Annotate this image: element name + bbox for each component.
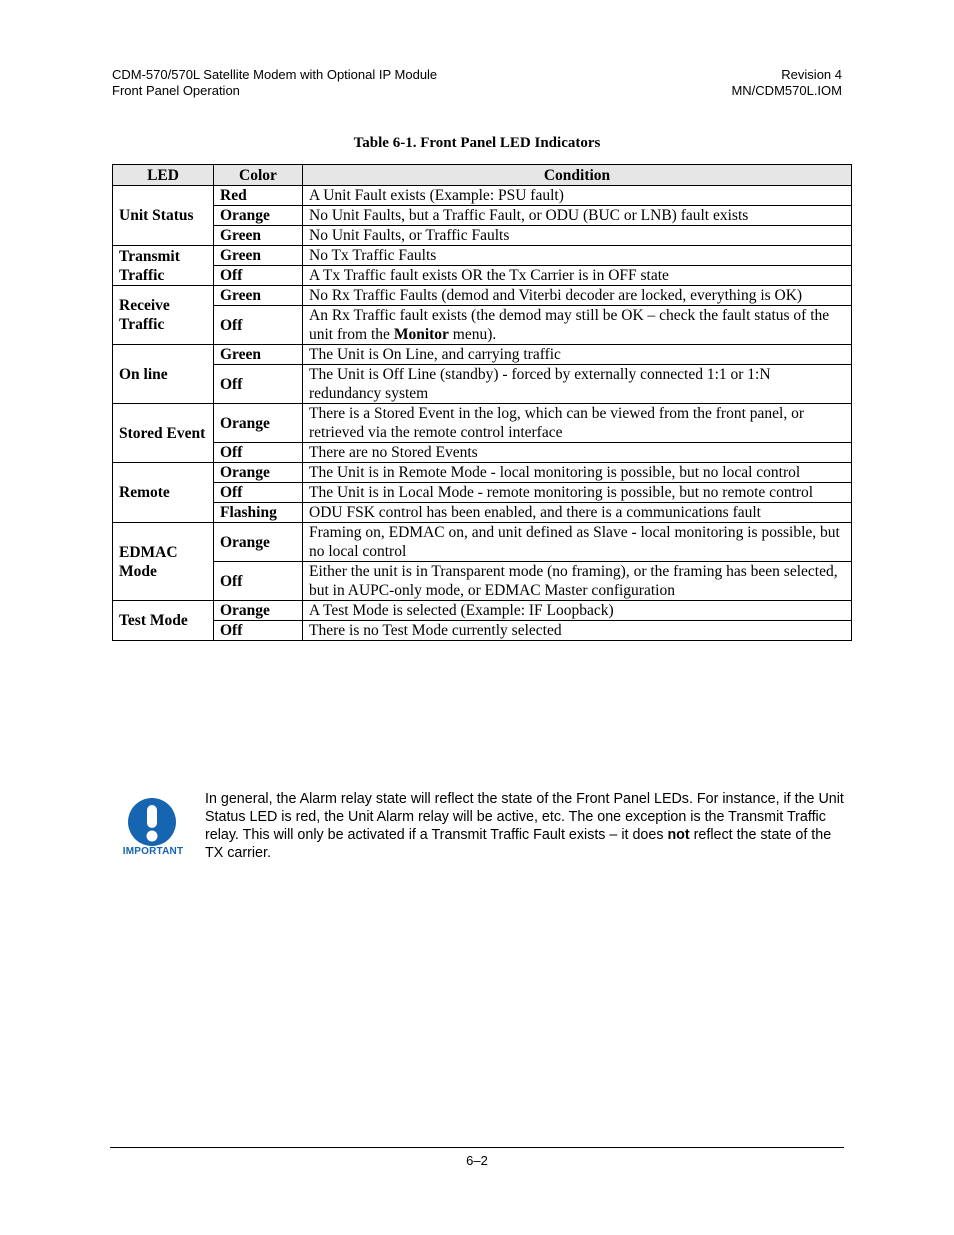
led-condition-cell: There are no Stored Events [303,443,852,463]
header-color: Color [214,165,303,186]
led-color-cell: Orange [214,601,303,621]
page-header-left [112,67,437,99]
led-color-cell: Off [214,266,303,286]
section-title: Front Panel Operation [112,83,240,98]
table-caption: Table 6-1. Front Panel LED Indicators [353,135,601,151]
led-name-cell: Unit Status [113,186,214,246]
note-text-bold: not [667,827,690,843]
led-condition-cell: The Unit is On Line, and carrying traffic [303,345,852,365]
document-title: CDM-570/570L Satellite Modem with Optional IP Module [112,67,438,82]
led-color-cell: Orange [214,523,303,562]
led-condition-cell: A Test Mode is selected (Example: IF Loopback) [303,601,852,621]
table-row [113,404,852,443]
led-name-cell: Transmit Traffic [113,246,214,286]
led-condition-cell: A Unit Fault exists (Example: PSU fault) [303,186,852,206]
table-row [113,443,852,463]
table-row [113,226,852,246]
led-condition-cell: The Unit is Off Line (standby) - forced by externally connected 1:1 or 1:N redundancy system [303,365,852,404]
note-text-post: reflect the state of the TX carrier. [205,827,832,861]
led-color-cell: Green [214,345,303,365]
led-condition-cell: There is a Stored Event in the log, which can be viewed from the front panel, or retrieved via the remote control interface [303,404,852,443]
led-color-cell: Flashing [214,503,303,523]
condition-text: An Rx Traffic fault exists (the demod may still be OK – check the fault status of the unit from the [309,307,830,343]
led-condition-cell: No Rx Traffic Faults (demod and Viterbi decoder are locked, everything is OK) [303,286,852,306]
condition-text: menu). [448,326,497,343]
table-row [113,345,852,365]
led-name-cell: Remote [113,463,214,523]
table-row [113,621,852,641]
document-number: MN/CDM570L.IOM [731,83,842,98]
table-body [113,186,852,641]
led-color-cell: Orange [214,404,303,443]
led-color-cell: Orange [214,206,303,226]
led-condition-cell: There is no Test Mode currently selected [303,621,852,641]
table-row [113,523,852,562]
page-number: 6–2 [466,1153,488,1168]
led-color-cell: Green [214,226,303,246]
important-note-text [205,790,845,862]
table-row [113,483,852,503]
table-row [113,463,852,483]
led-color-cell: Off [214,306,303,345]
condition-bold-text: Monitor [393,326,449,343]
table-row [113,503,852,523]
led-color-cell: Green [214,246,303,266]
table-row [113,286,852,306]
led-condition-cell: ODU FSK control has been enabled, and there is a communications fault [303,503,852,523]
table-row [113,601,852,621]
table-row [113,206,852,226]
led-color-cell: Off [214,365,303,404]
led-name-cell: Test Mode [113,601,214,641]
table-row [113,186,852,206]
led-color-cell: Off [214,483,303,503]
table-row [113,306,852,345]
table-row [113,562,852,601]
header-condition: Condition [303,165,852,186]
table-row [113,266,852,286]
led-color-cell: Off [214,443,303,463]
led-color-cell: Red [214,186,303,206]
led-indicator-table [112,164,852,641]
led-color-cell: Orange [214,463,303,483]
table-header-row [113,165,852,186]
led-name-cell: Receive Traffic [113,286,214,345]
led-color-cell: Green [214,286,303,306]
important-label: IMPORTANT [122,846,184,857]
led-condition-cell: No Unit Faults, but a Traffic Fault, or ODU (BUC or LNB) fault exists [303,206,852,226]
led-name-cell: Stored Event [113,404,214,463]
led-condition-cell: Framing on, EDMAC on, and unit defined as Slave - local monitoring is possible, but no local control [303,523,852,562]
led-name-cell: On line [113,345,214,404]
led-color-cell: Off [214,621,303,641]
led-condition-cell: Either the unit is in Transparent mode (no framing), or the framing has been selected, but in AUPC-only mode, or EDMAC Master configuration [303,562,852,601]
led-name-cell: EDMAC Mode [113,523,214,601]
led-condition-cell: No Tx Traffic Faults [303,246,852,266]
table-row [113,365,852,404]
footer-divider [110,1147,844,1148]
revision-label: Revision 4 [781,67,842,82]
led-condition-cell: A Tx Traffic fault exists OR the Tx Carrier is in OFF state [303,266,852,286]
note-text-pre: In general, the Alarm relay state will reflect the state of the Front Panel LEDs. For instance, if the Unit Status LED is red, the Unit Alarm relay will be active, etc. The one exception is the Transmit Traffic relay. This will only be activated if a Transmit Traffic Fault exists – it does [205,791,844,843]
led-condition-cell: The Unit is in Remote Mode - local monitoring is possible, but no local control [303,463,852,483]
table-row [113,246,852,266]
led-condition-cell [303,306,852,345]
header-led: LED [113,165,214,186]
led-condition-cell: The Unit is in Local Mode - remote monitoring is possible, but no remote control [303,483,852,503]
page-header-right [731,67,842,99]
led-condition-cell: No Unit Faults, or Traffic Faults [303,226,852,246]
led-color-cell: Off [214,562,303,601]
